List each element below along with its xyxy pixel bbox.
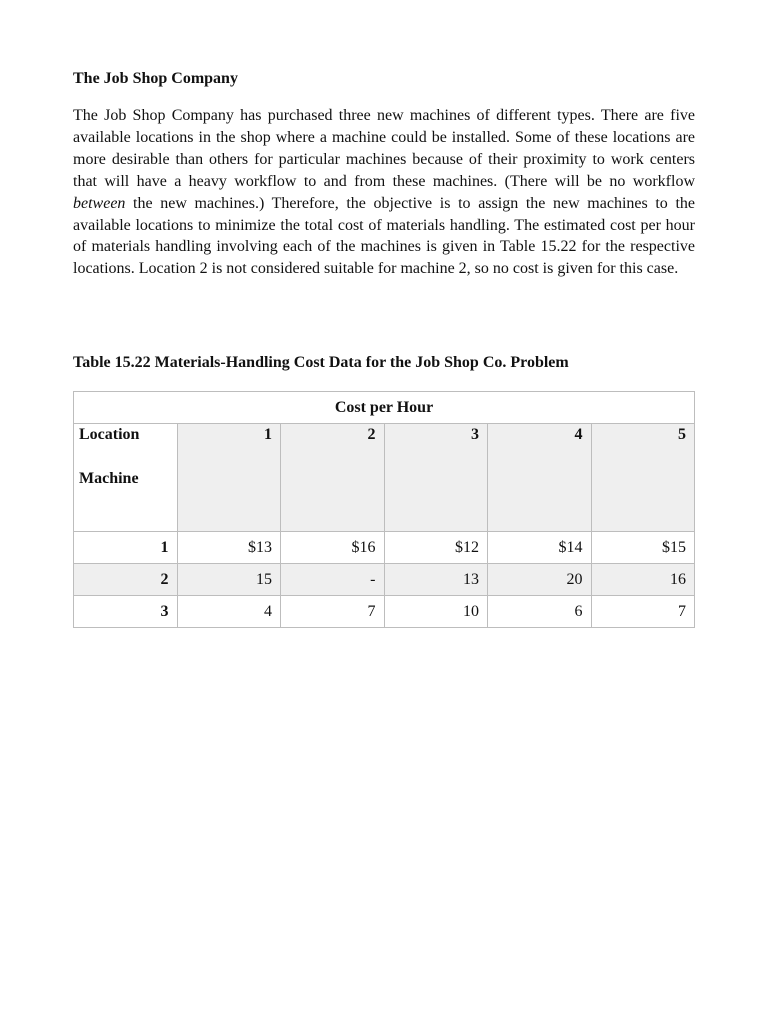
cost-cell: 4 <box>177 596 281 628</box>
cost-cell: 15 <box>177 564 281 596</box>
cost-cell: $14 <box>488 532 592 564</box>
location-number: 3 <box>471 426 479 443</box>
location-header-3 <box>384 424 488 532</box>
cost-cell: 7 <box>591 596 695 628</box>
machine-label: Machine <box>79 470 139 487</box>
cost-cell: $15 <box>591 532 695 564</box>
cost-cell: - <box>281 564 385 596</box>
cost-cell: $16 <box>281 532 385 564</box>
cost-cell: 16 <box>591 564 695 596</box>
table-location-header-row <box>74 424 695 532</box>
location-header-2 <box>281 424 385 532</box>
location-number: 5 <box>678 426 686 443</box>
table-row-machine-2 <box>74 564 695 596</box>
cost-cell: 6 <box>488 596 592 628</box>
paragraph-text-end: the new machines.) Therefore, the objective is to assign the new machines to the available locations to minimize the total cost of materials handling. The estimated cost per hour of materials handling involving each of the machines is given in Table 15.22 for the respective locations. Location 2 is not considered suitable for machine 2, so no cost is given for this case. <box>73 194 695 278</box>
cost-cell: 13 <box>384 564 488 596</box>
cost-cell: $12 <box>384 532 488 564</box>
cost-per-hour-header: Cost per Hour <box>74 392 695 424</box>
machine-header-2: 2 <box>74 564 178 596</box>
cost-cell: 10 <box>384 596 488 628</box>
cost-cell: 7 <box>281 596 385 628</box>
location-header-4 <box>488 424 592 532</box>
table-row-machine-3 <box>74 596 695 628</box>
problem-description <box>73 105 695 280</box>
paragraph-emphasis: between <box>73 194 126 212</box>
table-span-header-row <box>74 392 695 424</box>
table-caption: Table 15.22 Materials-Handling Cost Data for the Job Shop Co. Problem <box>73 354 569 371</box>
paragraph-text-start: The Job Shop Company has purchased three new machines of different types. There are five available locations in the shop where a machine could be installed. Some of these locations are more desirable than others for particular machines because of their proximity to work centers that will have a heavy workflow to and from these machines. (There will be no workflow <box>73 107 695 190</box>
location-number: 1 <box>264 426 272 443</box>
location-number: 4 <box>574 426 583 443</box>
corner-header-cell <box>74 424 178 532</box>
cost-cell: $13 <box>177 532 281 564</box>
location-header-1 <box>177 424 281 532</box>
location-number: 2 <box>367 426 376 443</box>
cost-cell: 20 <box>488 564 592 596</box>
table-row-machine-1 <box>74 532 695 564</box>
document-title: The Job Shop Company <box>73 70 238 87</box>
machine-header-3: 3 <box>74 596 178 628</box>
cost-table <box>73 391 695 628</box>
location-header-5 <box>591 424 695 532</box>
location-label: Location <box>79 426 140 443</box>
machine-header-1: 1 <box>74 532 178 564</box>
